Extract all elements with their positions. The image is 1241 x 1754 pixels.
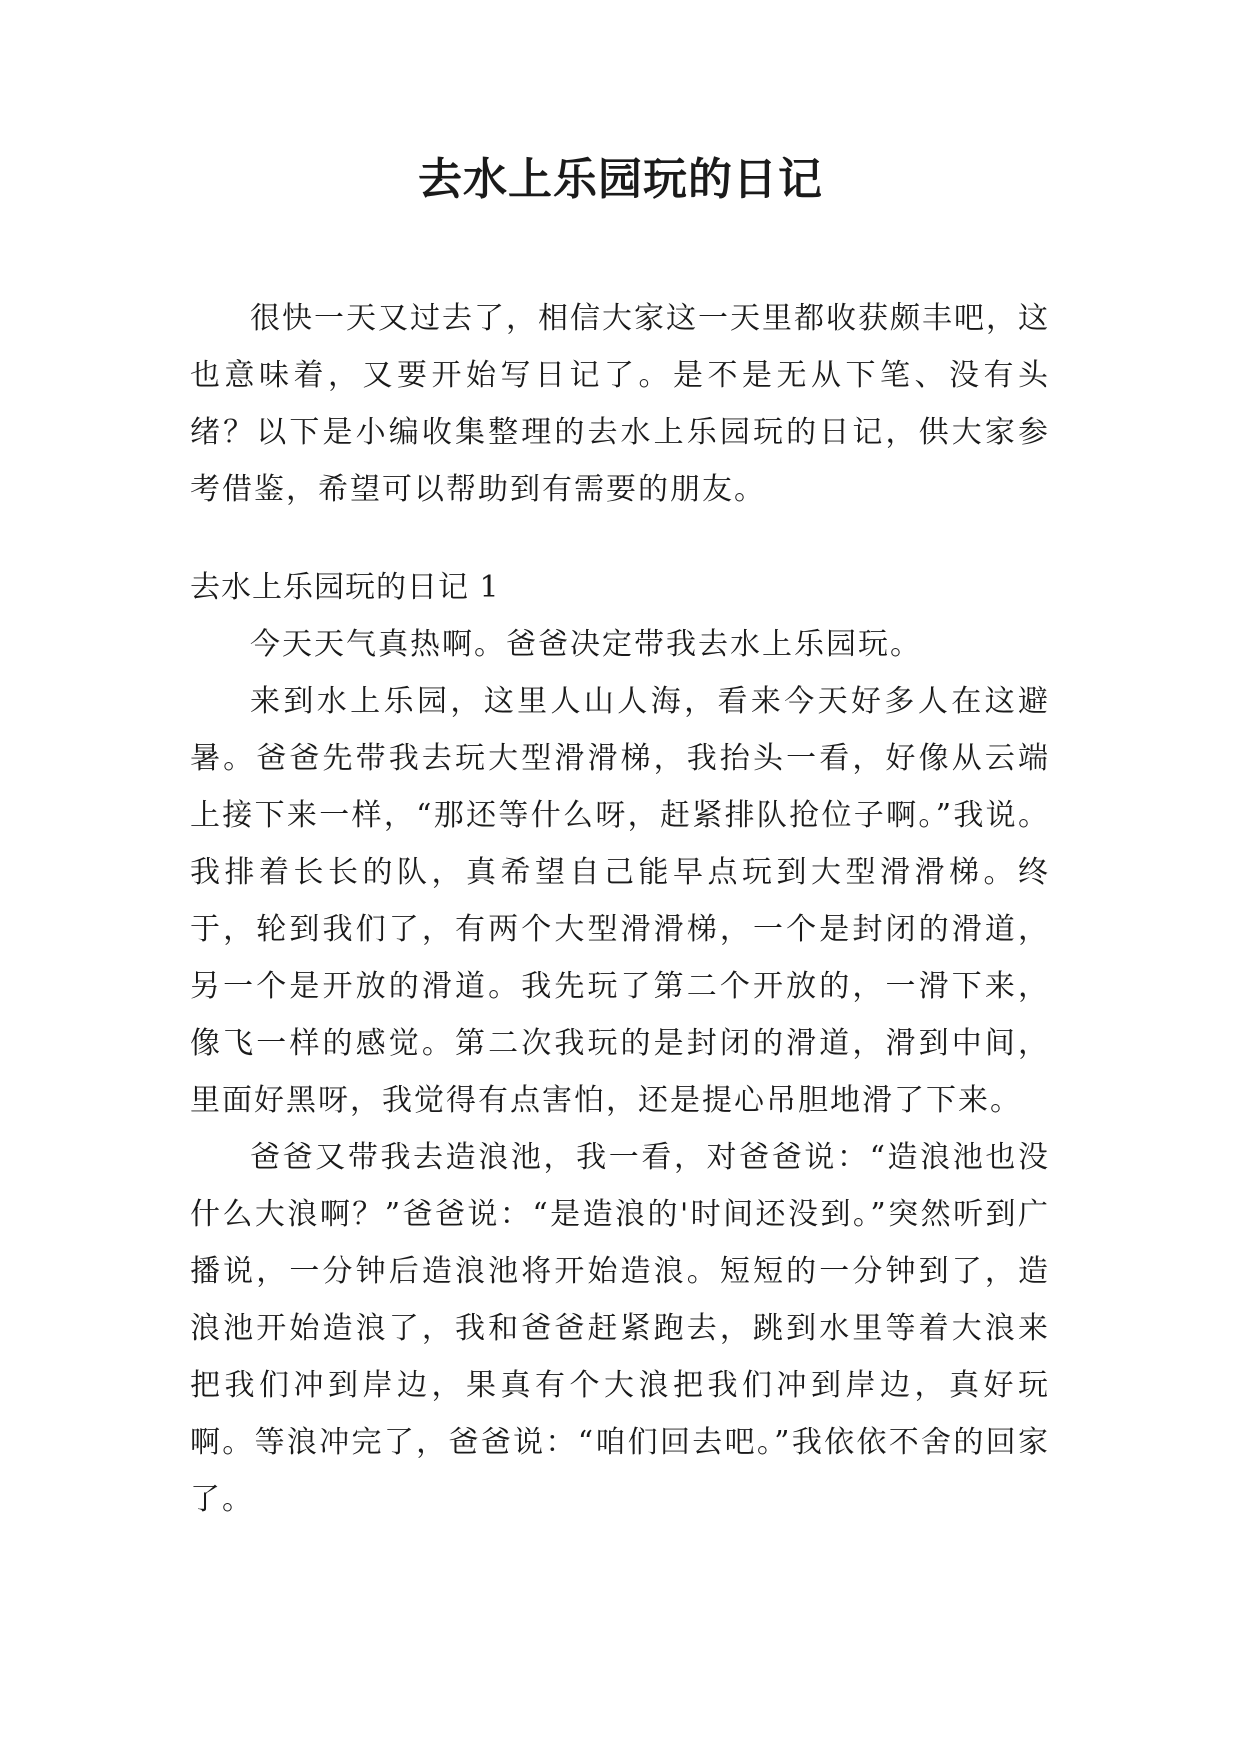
document-title: 去水上乐园玩的日记 [418,154,823,205]
body-paragraph: 今天天气真热啊。爸爸决定带我去水上乐园玩。 [250,627,922,662]
diary-section [190,559,1050,1528]
document-body [190,290,1050,1528]
section-heading: 去水上乐园玩的日记 1 [190,570,500,605]
body-paragraph: 爸爸又带我去造浪池，我一看，对爸爸说：“造浪池也没什么大浪啊？”爸爸说：“是造浪的'时间还没到。”突然听到广播说，一分钟后造浪池将开始造浪。短短的一分钟到了，造浪池开始造浪了，我和爸爸赶紧跑去，跳到水里等着大浪来把我们冲到岸边，果真有个大浪把我们冲到岸边，真好玩啊。等浪冲完了，爸爸说：“咱们回去吧。”我依依不舍的回家了。 [190,1140,1050,1517]
body-paragraph: 来到水上乐园，这里人山人海，看来今天好多人在这避暑。爸爸先带我去玩大型滑滑梯，我抬头一看，好像从云端上接下来一样，“那还等什么呀，赶紧排队抢位子啊。”我说。我排着长长的队，真希望自己能早点玩到大型滑滑梯。终于，轮到我们了，有两个大型滑滑梯，一个是封闭的滑道，另一个是开放的滑道。我先玩了第二个开放的，一滑下来，像飞一样的感觉。第二次我玩的是封闭的滑道，滑到中间，里面好黑呀，我觉得有点害怕，还是提心吊胆地滑了下来。 [190,684,1050,1118]
intro-paragraph: 很快一天又过去了，相信大家这一天里都收获颇丰吧，这也意味着，又要开始写日记了。是不是无从下笔、没有头绪？以下是小编收集整理的去水上乐园玩的日记，供大家参考借鉴，希望可以帮助到有需要的朋友。 [190,301,1050,507]
